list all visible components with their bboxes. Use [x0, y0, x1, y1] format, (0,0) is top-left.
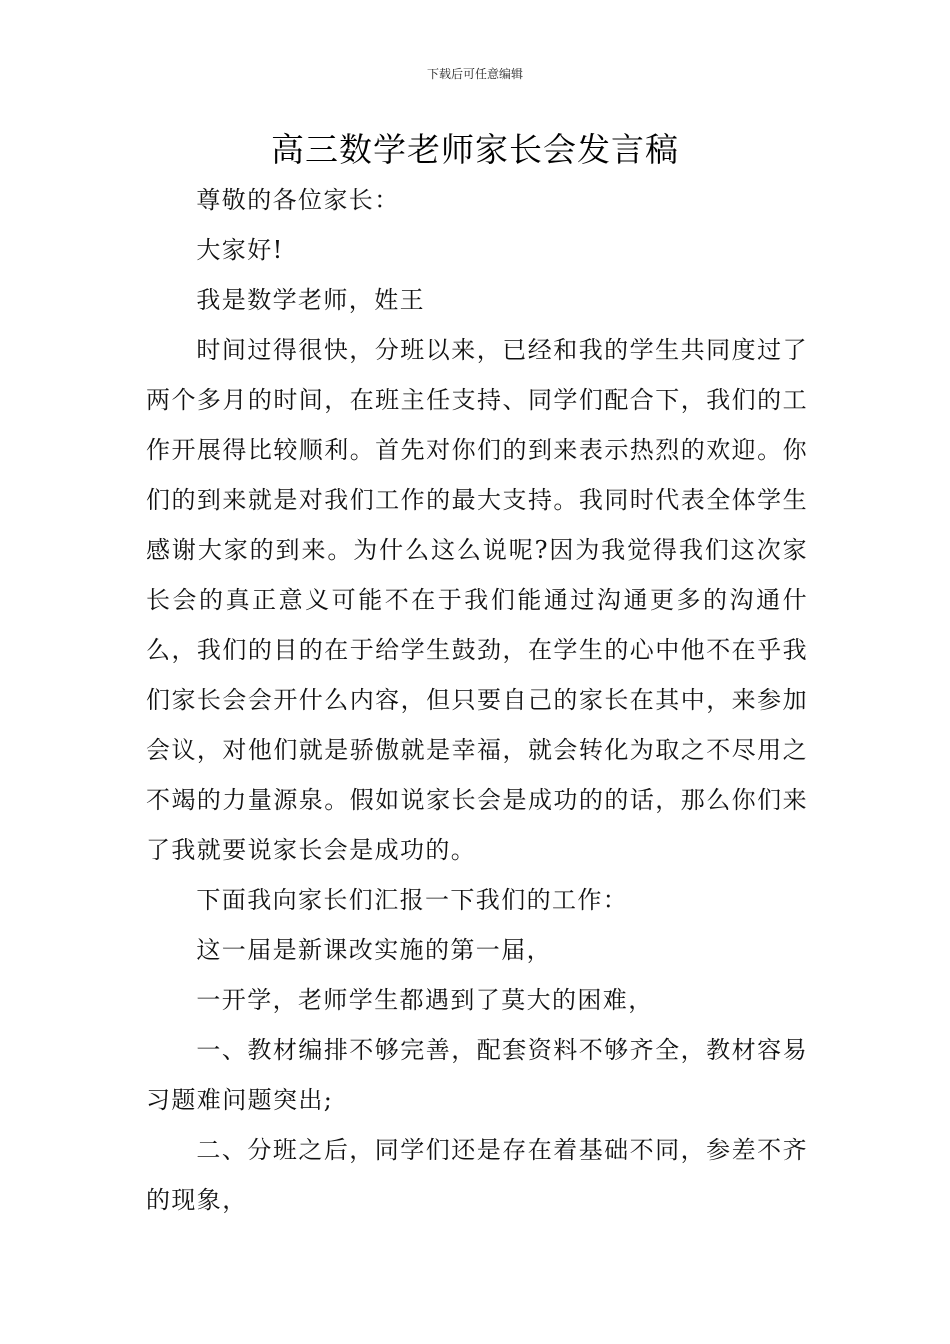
greeting-paragraph: 尊敬的各位家长：: [196, 186, 400, 214]
point-one-paragraph: 一、教材编排不够完善，配套资料不够齐全，教材容易习题难问题突出;: [146, 1036, 808, 1114]
page-title: 高三数学老师家长会发言稿: [271, 130, 679, 169]
report-paragraph: 下面我向家长们汇报一下我们的工作：: [196, 886, 629, 914]
point-two-paragraph: 二、分班之后，同学们还是存在着基础不同，参差不齐的现象，: [146, 1136, 808, 1214]
curriculum-paragraph: 这一届是新课改实施的第一届，: [196, 936, 552, 964]
main-paragraph: 时间过得很快，分班以来，已经和我的学生共同度过了两个多月的时间，在班主任支持、同学们配合下，我们的工作开展得比较顺利。首先对你们的到来表示热烈的欢迎。你们的到来就是对我们工作的最大支持。我同时代表全体学生感谢大家的到来。为什么这么说呢?因为我觉得我们这次家长会的真正意义可能不在于我们能通过沟通更多的沟通什么，我们的目的在于给学生鼓劲，在学生的心中他不在乎我们家长会会开什么内容，但只要自己的家长在其中，来参加会议，对他们就是骄傲就是幸福，就会转化为取之不尽用之不竭的力量源泉。假如说家长会是成功的的话，那么你们来了我就要说家长会是成功的。: [146, 336, 808, 864]
salutation-paragraph: 大家好!: [196, 236, 284, 264]
difficulty-paragraph: 一开学，老师学生都遇到了莫大的困难，: [196, 986, 654, 1014]
intro-paragraph: 我是数学老师，姓王: [196, 286, 425, 314]
header-note: 下载后可任意编辑: [426, 67, 523, 81]
document-body: [146, 175, 808, 1225]
